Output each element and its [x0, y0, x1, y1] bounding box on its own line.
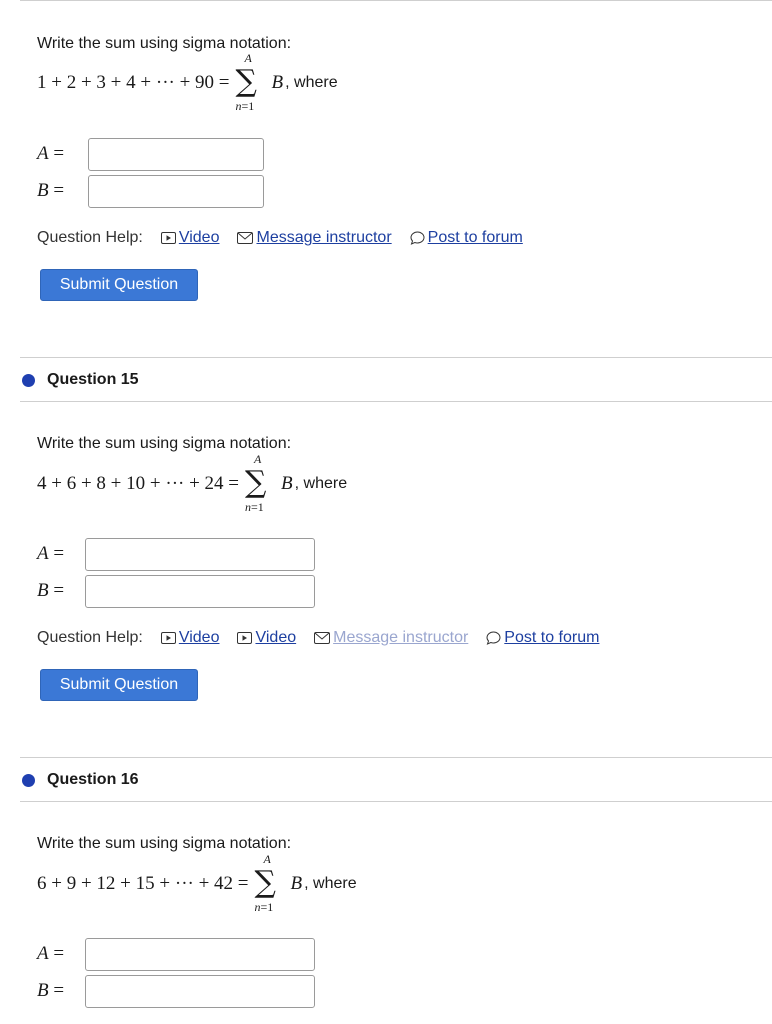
mail-icon: [237, 232, 253, 244]
upper-limit: A: [263, 852, 271, 866]
lower-limit: n=1: [254, 900, 274, 914]
video-link[interactable]: Video: [237, 629, 296, 647]
video-icon: [237, 632, 252, 644]
help-label: Question Help:: [37, 229, 143, 246]
divider: [20, 0, 772, 1]
video-link[interactable]: Video: [161, 629, 220, 647]
divider: [20, 357, 772, 358]
upper-limit: A: [254, 452, 262, 466]
question-title: Question 16: [47, 771, 139, 788]
label-a: A =: [37, 943, 65, 964]
sum-lhs: 6 + 9 + 12 + 15 + ··· + 42 =: [37, 873, 249, 894]
answer-a-input[interactable]: [85, 538, 315, 571]
video-icon: [161, 232, 176, 244]
answer-a-input[interactable]: [85, 938, 315, 971]
label-b: B =: [37, 980, 65, 1001]
lower-limit: n=1: [245, 500, 264, 514]
label-b: B =: [37, 580, 65, 601]
summand: B: [290, 873, 303, 894]
post-to-forum-link[interactable]: Post to forum: [486, 629, 599, 647]
where-text: , where: [285, 74, 338, 91]
sigma-symbol: ∑ A n=1: [254, 852, 276, 914]
label-b: B =: [37, 180, 65, 201]
question-status-dot: [22, 774, 35, 787]
help-label: Question Help:: [37, 629, 143, 646]
post-to-forum-link[interactable]: Post to forum: [410, 229, 523, 247]
sum-lhs: 1 + 2 + 3 + 4 + ··· + 90 =: [37, 72, 230, 93]
question-help: [37, 629, 617, 647]
sigma-symbol: ∑ A n=1: [245, 452, 267, 514]
question-prompt: Write the sum using sigma notation:: [37, 35, 292, 52]
question-help: [37, 229, 541, 247]
question-prompt: Write the sum using sigma notation:: [37, 435, 292, 452]
question-16-header: [22, 771, 139, 789]
where-text: , where: [304, 875, 357, 892]
upper-limit: A: [244, 51, 252, 65]
answer-b-input[interactable]: [85, 975, 315, 1008]
label-a: A =: [37, 143, 65, 164]
summand: B: [271, 72, 284, 93]
question-15-header: [22, 371, 139, 389]
label-a: A =: [37, 543, 65, 564]
forum-icon: [486, 631, 501, 645]
answer-a-input[interactable]: [88, 138, 264, 171]
divider: [20, 401, 772, 402]
lower-limit: n=1: [235, 99, 255, 113]
video-link[interactable]: Video: [161, 229, 220, 247]
answer-b-input[interactable]: [85, 575, 315, 608]
question-status-dot: [22, 374, 35, 387]
video-icon: [161, 632, 176, 644]
summand: B: [281, 473, 293, 494]
mail-icon: [314, 632, 330, 644]
answer-b-input[interactable]: [88, 175, 264, 208]
sum-lhs: 4 + 6 + 8 + 10 + ··· + 24 =: [37, 473, 240, 494]
forum-icon: [410, 231, 425, 245]
where-text: , where: [294, 475, 348, 492]
divider: [20, 757, 772, 758]
divider: [20, 801, 772, 802]
sum-expression: [37, 852, 357, 914]
submit-question-button[interactable]: Submit Question: [40, 669, 198, 701]
sigma-symbol: ∑ A n=1: [235, 51, 257, 113]
question-prompt: Write the sum using sigma notation:: [37, 835, 292, 852]
submit-question-button[interactable]: Submit Question: [40, 269, 198, 301]
question-title: Question 15: [47, 371, 139, 388]
message-instructor-link[interactable]: Message instructor: [237, 229, 391, 247]
sum-expression: [37, 452, 348, 514]
message-instructor-link[interactable]: Message instructor: [314, 629, 468, 647]
sum-expression: [37, 51, 338, 113]
